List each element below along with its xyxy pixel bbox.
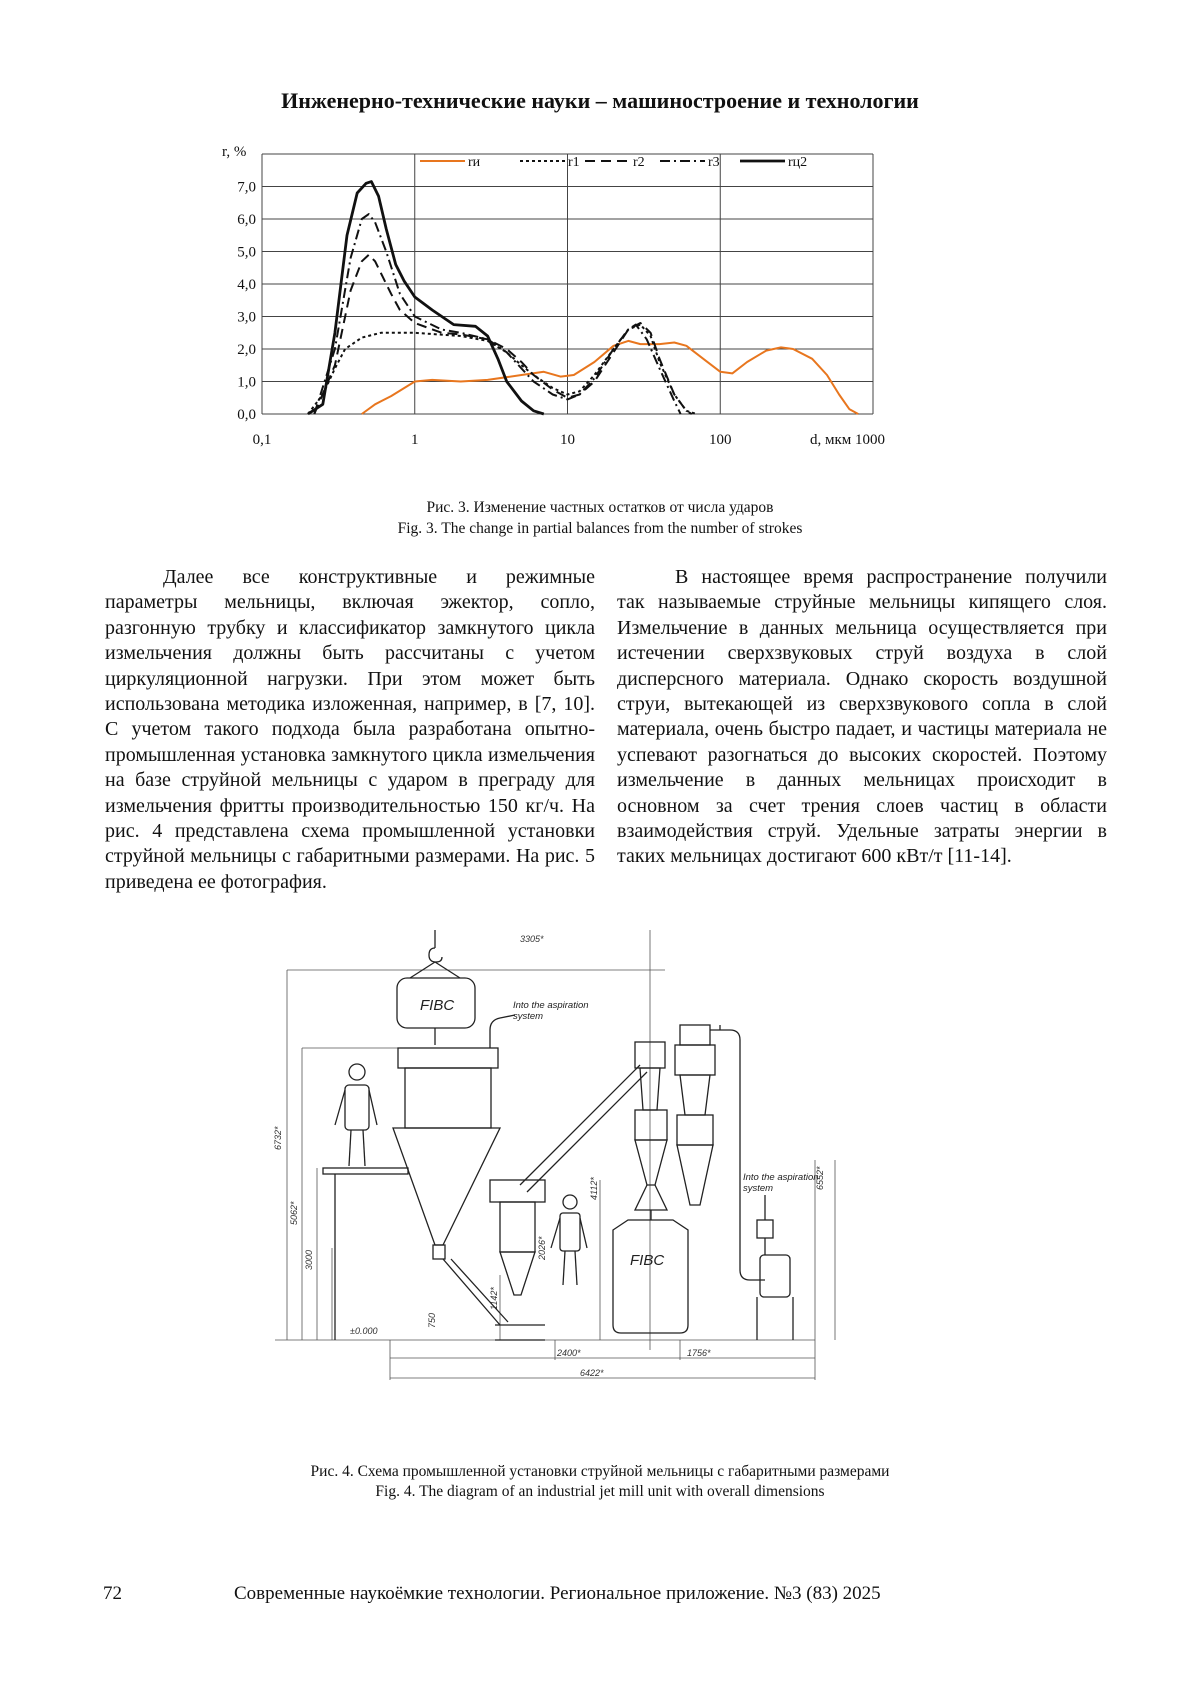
body-text-right-column xyxy=(617,565,1107,870)
worker-figure-1 xyxy=(335,1064,377,1166)
platform xyxy=(323,1168,408,1340)
y-tick-label: 2,0 xyxy=(237,342,256,358)
body-text-left-column xyxy=(105,565,595,895)
body-text-right: В настоящее время распространение получили так называемые струйные мельницы кипящего слоя. Измельчение в данных мельница осуществляется при истечении сверхзвуковых струй воздуха в слой дисперсного материала. Однако скорость воздушной струи, вытекающей из сверхзвукового сопла в слой материала, очень быстро падает, и частицы материала не успевают разогнаться до высоких скоростей. Поэтому измельчение в данных мельницах происходит в основном за счет трения слоев частиц в области взаимодействия струй. Удельные затраты энергии в таких мельницах достигают 600 кВт/т [11-14]. xyxy=(617,566,1107,868)
x-tick-label: 10 xyxy=(560,432,575,448)
legend-label-r1: r1 xyxy=(568,155,580,170)
running-header: Инженерно-технические науки – машиностроение и технологии xyxy=(281,88,919,113)
y-tick-label: 0,0 xyxy=(237,407,256,423)
series-line-r3 xyxy=(314,214,680,414)
aspiration-2-line-b: system xyxy=(743,1183,774,1194)
figure-3-caption-ru: Рис. 3. Изменение частных остатков от числа ударов xyxy=(426,499,774,516)
chart-series xyxy=(308,182,858,414)
dim-4112-label: 4112* xyxy=(589,1177,599,1200)
fibc-bag-bottom xyxy=(613,1210,688,1333)
y-tick-label: 1,0 xyxy=(237,374,256,391)
aspiration-1-line-a: Into the aspiration xyxy=(513,1000,589,1011)
y-tick-label: 7,0 xyxy=(237,179,256,196)
figure-3-chart xyxy=(222,144,990,493)
y-tick-label: 6,0 xyxy=(237,212,256,228)
cyclone-1 xyxy=(635,1042,667,1210)
transport-pipe xyxy=(520,1065,647,1192)
dim-3000-label: 3000 xyxy=(304,1249,314,1270)
return-pipe xyxy=(710,1025,765,1280)
dim-6422-label: 6422* xyxy=(580,1368,604,1378)
y-axis-label: r, % xyxy=(222,144,247,160)
journal-footer: Современные наукоёмкие технологии. Региональное приложение. №3 (83) 2025 xyxy=(234,1583,881,1604)
dim-2026-label: 2026* xyxy=(537,1236,547,1260)
exhaust-fan xyxy=(757,1195,793,1340)
level-label: ±0.000 xyxy=(350,1326,378,1336)
figure-4-diagram xyxy=(273,930,915,1450)
legend-label-rц2: rц2 xyxy=(788,155,808,170)
dim-6552-label: 6552* xyxy=(815,1166,825,1190)
body-text-left: Далее все конструктивные и режимные параметры мельницы, включая эжектор, сопло, разгонную трубку и классификатор замкнутого цикла измельчения должны быть рассчитаны с учетом циркуляционной нагрузки. При этом может быть использована методика изложенная, например, в [7, 10]. С учетом такого подхода была разработана опытно-промышленная установка замкнутого цикла измельчения на базе струйной мельницы с ударом в преграду для измельчения фритты производительностью 150 кг/ч. На рис. 4 представлена схема промышленной установки струйной мельницы с габаритными размерами. На рис. 5 приведена ее фотография. xyxy=(105,566,595,893)
dim-6732-label: 6732* xyxy=(273,1126,283,1150)
fibc-top-label: FIBC xyxy=(420,997,455,1014)
legend-label-r2: r2 xyxy=(633,155,645,170)
cyclone-2 xyxy=(675,1025,715,1205)
fibc-bottom-label: FIBC xyxy=(630,1252,665,1269)
x-tick-label: 0,1 xyxy=(252,432,272,448)
dim-2400-label: 2400* xyxy=(557,1348,581,1358)
dim-5062-label: 5062* xyxy=(289,1201,299,1225)
figure-3-caption-en: Fig. 3. The change in partial balances from the number of strokes xyxy=(397,520,803,537)
chart-legend xyxy=(420,155,807,170)
aspiration-2-line-a: Into the aspiration xyxy=(743,1172,819,1183)
legend-label-rи: rи xyxy=(468,155,481,170)
dim-1756-label: 1756* xyxy=(687,1348,711,1358)
figure-4-caption-ru: Рис. 4. Схема промышленной установки струйной мельницы с габаритными размерами xyxy=(310,1463,890,1480)
aspiration-1-line-b: system xyxy=(513,1011,544,1022)
x-tick-label: 100 xyxy=(709,432,732,448)
page-number: 72 xyxy=(103,1583,122,1604)
y-tick-label: 3,0 xyxy=(237,309,256,326)
legend-label-r3: r3 xyxy=(708,155,720,170)
aspiration-pipe-1 xyxy=(490,1015,515,1048)
series-line-rи xyxy=(362,341,858,414)
y-tick-label: 5,0 xyxy=(237,244,256,261)
x-tick-label: 1 xyxy=(411,432,419,448)
worker-figure-2 xyxy=(551,1195,587,1285)
dim-750-label: 750 xyxy=(427,1312,437,1328)
x-tick-label: d, мкм 1000 xyxy=(809,432,885,448)
figure-4-caption-en: Fig. 4. The diagram of an industrial jet mill unit with overall dimensions xyxy=(375,1483,825,1500)
dim-1142-label: 1142* xyxy=(489,1287,499,1310)
dimension-lines xyxy=(275,930,835,1380)
dim-top-label: 3305* xyxy=(520,934,544,944)
hopper xyxy=(393,1048,500,1259)
chart-axes xyxy=(222,144,885,448)
y-tick-label: 4,0 xyxy=(237,277,256,293)
hoist-hook xyxy=(410,930,460,978)
